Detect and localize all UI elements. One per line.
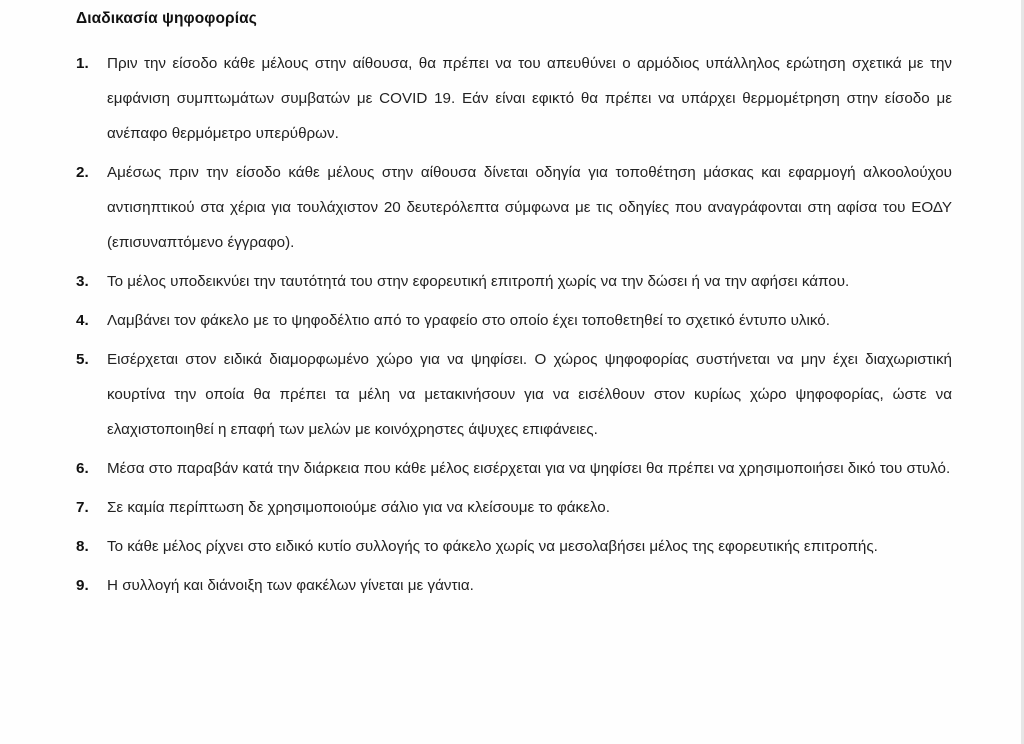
step-text: Πριν την είσοδο κάθε μέλους στην αίθουσα, θα πρέπει να του απευθύνει ο αρμόδιος υπάλληλος ερώτηση σχετικά με την εμφάνιση συμπτωμάτων συμβατών με COVID 19. Εάν είναι εφικτό θα πρέπει να υπάρχει θερμομέτρηση στην είσοδο με ανέπαφο θερμόμετρο υπερύθρων. [107, 55, 952, 142]
step-number: 6. [76, 460, 89, 477]
step-number: 4. [76, 312, 89, 329]
list-item-step-3 [76, 264, 952, 299]
step-text: Το μέλος υποδεικνύει την ταυτότητά του στην εφορευτική επιτροπή χωρίς να την δώσει ή να την αφήσει κάπου. [107, 273, 850, 290]
list-item-step-2 [76, 155, 952, 260]
list-item-step-4 [76, 303, 952, 338]
list-item-step-1 [76, 46, 952, 151]
list-item-step-9 [76, 568, 952, 603]
page-title: Διαδικασία ψηφοφορίας [76, 10, 257, 27]
step-number: 3. [76, 273, 89, 290]
procedure-list [76, 46, 952, 607]
step-text: Το κάθε μέλος ρίχνει στο ειδικό κυτίο συλλογής το φάκελο χωρίς να μεσολαβήσει μέλος της εφορευτικής επιτροπής. [107, 538, 878, 555]
step-number: 1. [76, 55, 89, 72]
step-number: 9. [76, 577, 89, 594]
step-number: 2. [76, 164, 89, 181]
list-item-step-5 [76, 342, 952, 447]
list-item-step-7 [76, 490, 952, 525]
step-text: Αμέσως πριν την είσοδο κάθε μέλους στην αίθουσα δίνεται οδηγία για τοποθέτηση μάσκας και εφαρμογή αλκοολούχου αντισηπτικού στα χέρια για τουλάχιστον 20 δευτερόλεπτα σύμφωνα με τις οδηγίες που αναγράφονται στη αφίσα του ΕΟΔΥ (επισυναπτόμενο έγγραφο). [107, 164, 952, 251]
step-text: Μέσα στο παραβάν κατά την διάρκεια που κάθε μέλος εισέρχεται για να ψηφίσει θα πρέπει να χρησιμοποιήσει δικό του στυλό. [107, 460, 951, 477]
list-item-step-6 [76, 451, 952, 486]
list-item-step-8 [76, 529, 952, 564]
step-text: Λαμβάνει τον φάκελο με το ψηφοδέλτιο από το γραφείο στο οποίο έχει τοποθετηθεί το σχετικό έντυπο υλικό. [107, 312, 830, 329]
step-number: 5. [76, 351, 89, 368]
step-text: Η συλλογή και διάνοιξη των φακέλων γίνεται με γάντια. [107, 577, 474, 594]
step-text: Εισέρχεται στον ειδικά διαμορφωμένο χώρο για να ψηφίσει. Ο χώρος ψηφοφορίας συστήνεται να μην έχει διαχωριστική κουρτίνα την οποία θα πρέπει τα μέλη να μετακινήσουν για να εισέλθουν στον κυρίως χώρο ψηφοφορίας, ώστε να ελαχιστοποιηθεί η επαφή των μελών με κοινόχρηστες άψυχες επιφάνειες. [107, 351, 952, 438]
step-text: Σε καμία περίπτωση δε χρησιμοποιούμε σάλιο για να κλείσουμε το φάκελο. [107, 499, 610, 516]
step-number: 7. [76, 499, 89, 516]
step-number: 8. [76, 538, 89, 555]
